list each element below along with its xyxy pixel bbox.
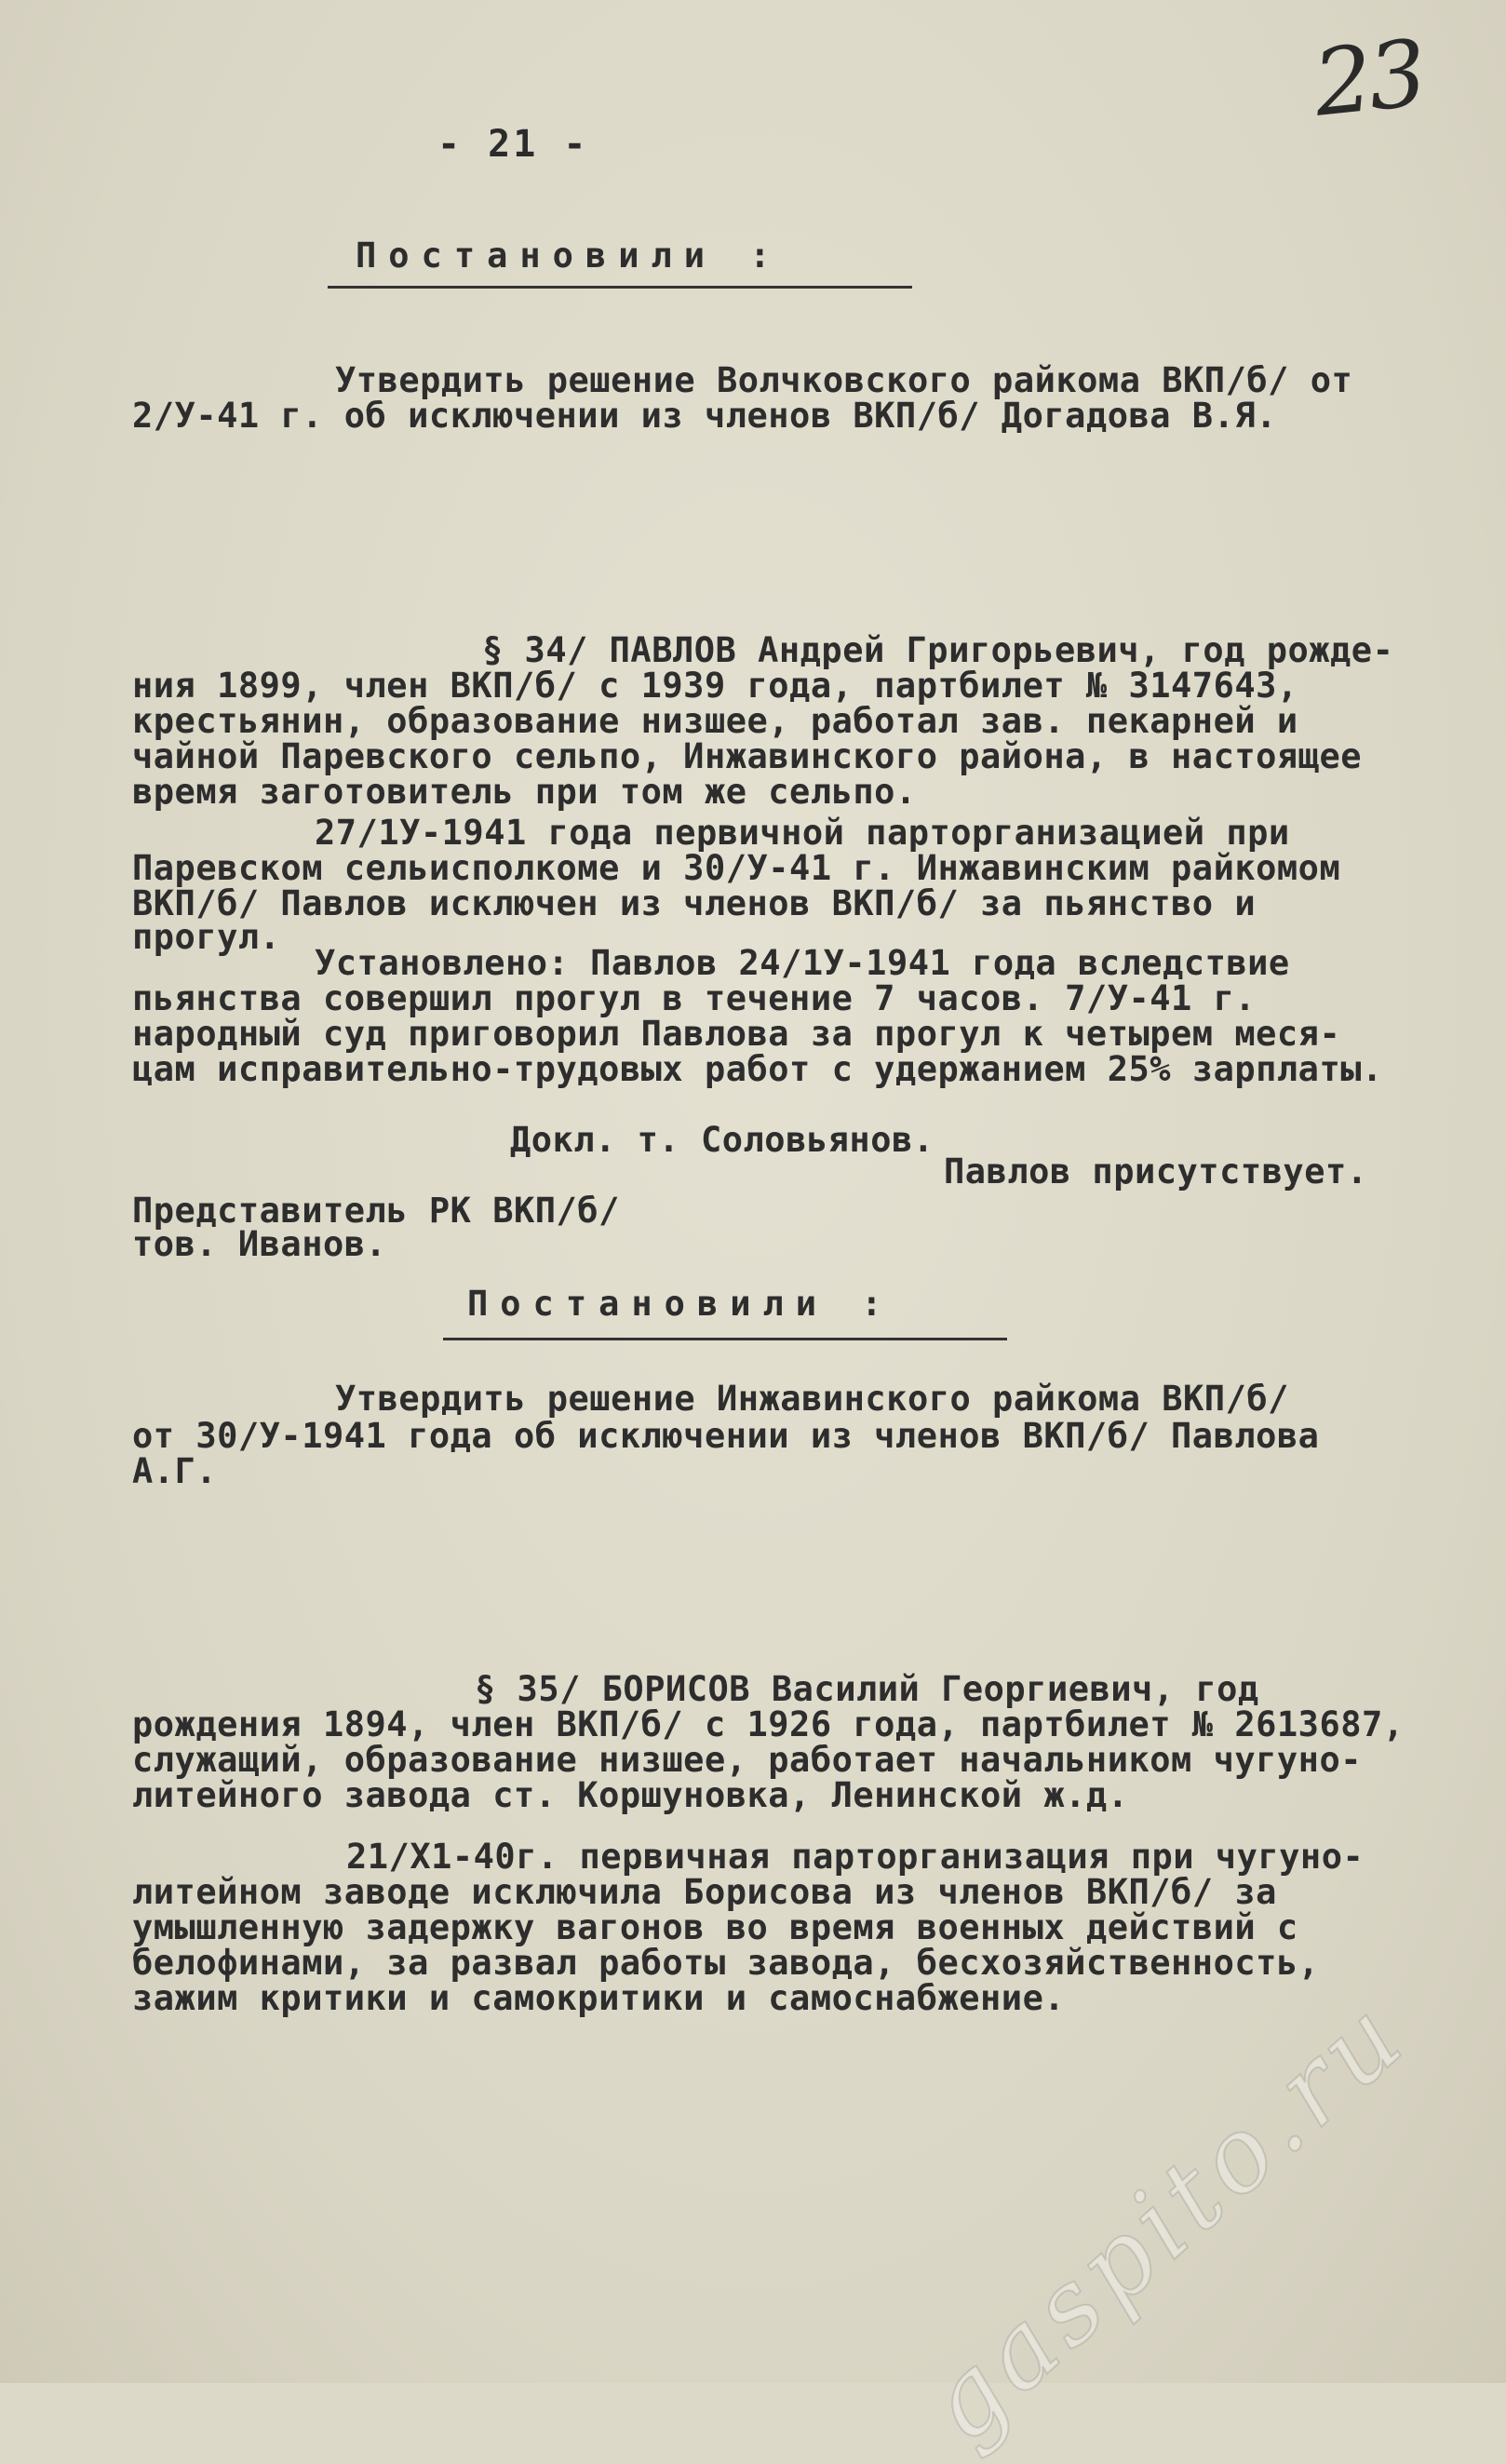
resolution-line: 2/У-41 г. об исключении из членов ВКП/б/ Догадова В.Я.: [132, 396, 1277, 436]
resolved-heading: Постановили :: [356, 236, 783, 276]
archive-folio-number: 23: [1309, 20, 1429, 138]
resolution-line: А.Г.: [132, 1451, 218, 1491]
case-expulsion-line: Паревском сельисполкоме и 30/У-41 г. Инжавинским райкомом: [132, 848, 1341, 888]
reporter: Докл. т. Соловьянов.: [510, 1120, 935, 1160]
case-expulsion-line: умышленную задержку вагонов во время военных действий с: [132, 1907, 1298, 1947]
case-header-line: время заготовитель при том же сельпо.: [132, 772, 917, 812]
case-expulsion-line: 27/1У-1941 года первичной парторганизацией при: [315, 813, 1290, 853]
case-header-line: служащий, образование низшее, работает начальником чугуно-: [132, 1740, 1363, 1780]
case-header-line: § 35/ БОРИСОВ Василий Георгиевич, год: [475, 1669, 1259, 1709]
case-header-line: ния 1899, член ВКП/б/ с 1939 года, партбилет № 3147643,: [132, 666, 1298, 706]
presence-note: Павлов присутствует.: [944, 1151, 1368, 1192]
case-established-line: пьянства совершил прогул в течение 7 часов. 7/У-41 г.: [132, 978, 1257, 1018]
site-watermark: gaspito.ru: [903, 1973, 1429, 2464]
resolution-line: от 30/У-1941 года об исключении из членов ВКП/б/ Павлова: [132, 1416, 1320, 1456]
case-expulsion-line: прогул.: [132, 917, 281, 957]
case-established-line: цам исправительно-трудовых работ с удержанием 25% зарплаты.: [132, 1049, 1383, 1089]
case-expulsion-line: ВКП/б/ Павлов исключен из членов ВКП/б/ за пьянство и: [132, 883, 1257, 923]
case-established-line: Установлено: Павлов 24/1У-1941 года вследствие: [315, 943, 1290, 983]
case-expulsion-line: белофинами, за развал работы завода, бесхозяйственность,: [132, 1943, 1320, 1983]
case-established-line: народный суд приговорил Павлова за прогул к четырем меся-: [132, 1014, 1341, 1054]
case-expulsion-line: 21/Х1-40г. первичная парторганизация при чугуно-: [346, 1837, 1365, 1877]
case-header-line: литейного завода ст. Коршуновка, Ленинской ж.д.: [132, 1775, 1129, 1815]
resolution-line: Утвердить решение Инжавинского райкома ВКП/б/: [335, 1379, 1289, 1419]
page-number: - 21 -: [437, 123, 589, 166]
case-header-line: крестьянин, образование низшее, работал зав. пекарней и: [132, 701, 1298, 741]
representative-line: тов. Иванов.: [132, 1224, 387, 1264]
case-header-line: рождения 1894, член ВКП/б/ с 1926 года, партбилет № 2613687,: [132, 1704, 1405, 1744]
case-header-line: § 34/ ПАВЛОВ Андрей Григорьевич, год рожде-: [482, 630, 1394, 670]
resolution-line: Утвердить решение Волчковского райкома ВКП/б/ от: [335, 360, 1353, 400]
representative-line: Представитель РК ВКП/б/: [132, 1191, 620, 1231]
heading-underline: [328, 286, 912, 289]
case-header-line: чайной Паревского сельпо, Инжавинского района, в настоящее: [132, 736, 1363, 776]
case-expulsion-line: литейном заводе исключила Борисова из членов ВКП/б/ за: [132, 1872, 1277, 1912]
heading-underline: [443, 1338, 1007, 1340]
case-expulsion-line: зажим критики и самокритики и самоснабжение.: [132, 1978, 1066, 2018]
resolved-heading: Постановили :: [467, 1284, 894, 1324]
